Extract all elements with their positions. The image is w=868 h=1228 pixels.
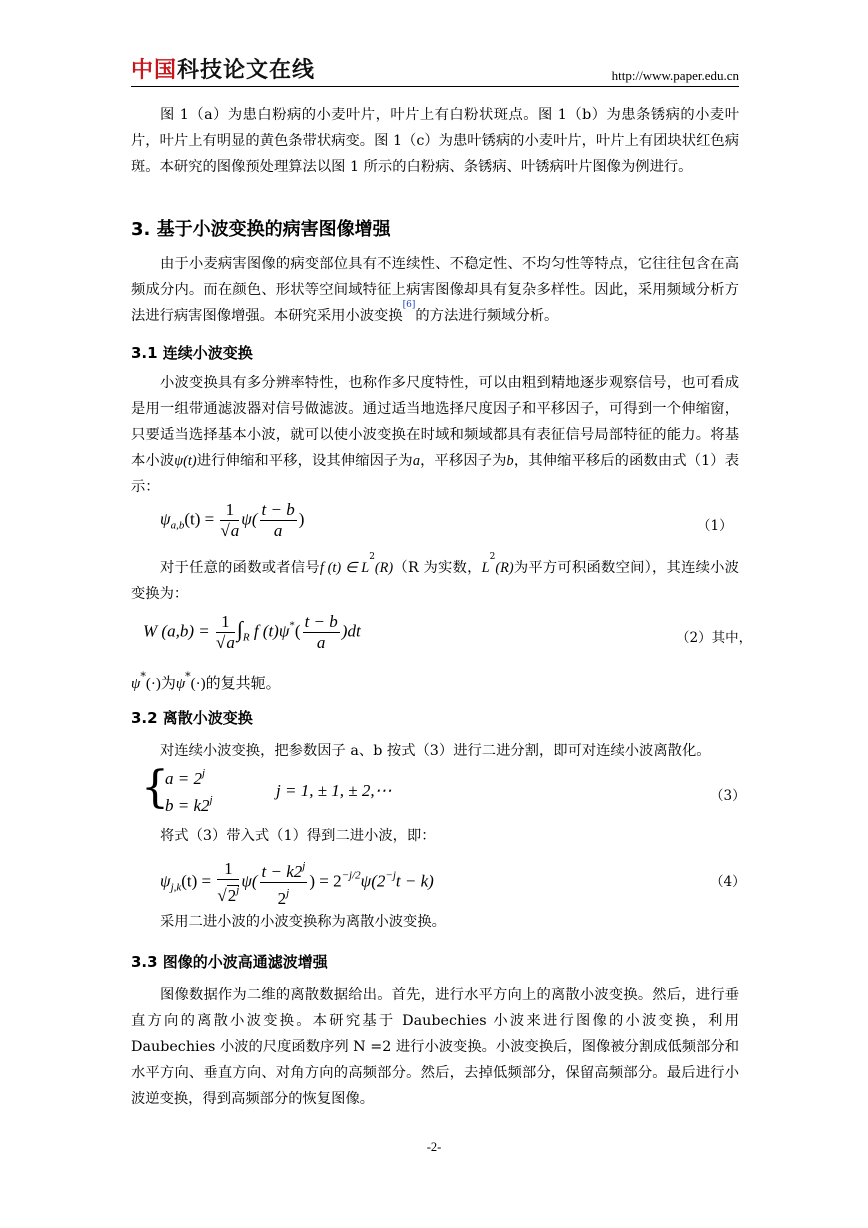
eq1-fraction-1 bbox=[220, 500, 239, 541]
logo-black-text: 科技论文在线 bbox=[177, 58, 316, 83]
s31-p2-c: 为平方可积函数空间），其连续小波变换为： bbox=[131, 560, 739, 602]
s31-p3-star1: * bbox=[140, 670, 146, 683]
eq4-psi: ψ bbox=[160, 871, 171, 891]
eq3-line-1 bbox=[165, 767, 205, 789]
s31-text-b: 进行伸缩和平移，设其伸缩因子为 bbox=[196, 453, 413, 469]
eq4-sub: j,k bbox=[170, 881, 182, 894]
s32-paragraph-2: 将式（3）带入式（1）得到二进小波，即： bbox=[160, 828, 436, 844]
section-3-paragraph bbox=[131, 251, 739, 329]
s33-paragraph: 图像数据作为二维的离散数据给出。首先，进行水平方向上的离散小波变换。然后，进行垂直方向的离散小波变换。本研究基于 Daubechies 小波来进行图像的小波变换，利用 Daubechies 小波的尺度函数序列 N =2 进行小波变换。小波变换后，图像被分割成低频部分和水平方向、垂直方向、对角方向的高频部分。然后，去掉低频部分，保留高频部分。最后进行小波逆变换，得到高频部分的恢复图像。 bbox=[131, 987, 739, 1107]
eq4-fraction-1 bbox=[217, 859, 239, 906]
eq4-mid: ) = 2 bbox=[309, 871, 342, 891]
eq2-integral: ∫ bbox=[236, 616, 243, 642]
s31-paragraph-3 bbox=[131, 664, 739, 697]
eq1-fraction-2 bbox=[260, 500, 297, 541]
intro-paragraph: 图 1（a）为患白粉病的小麦叶片，叶片上有白粉状斑点。图 1（b）为患条锈病的小麦叶片，叶片上有明显的黄色条带状病变。图 1（c）为患叶锈病的小麦叶片，叶片上有团块状红色病斑。本研究的图像预处理算法以图 1 所示的白粉病、条锈病、叶锈病叶片图像为例进行。 bbox=[131, 107, 739, 175]
eq1-fnum: t − b bbox=[261, 500, 295, 519]
page-header bbox=[131, 58, 739, 86]
eq2-den-wrap: √a bbox=[215, 633, 235, 652]
eq1-psi2: ψ( bbox=[241, 509, 258, 529]
eq3-line-2 bbox=[165, 794, 213, 816]
eq4-num: 1 bbox=[217, 859, 239, 880]
section-3-1-title: 3.1 连续小波变换 bbox=[131, 344, 253, 362]
s31-p2-f: f (t) ∈ L bbox=[319, 560, 370, 576]
equation-1 bbox=[160, 500, 304, 541]
s31-p3-mid: 为 bbox=[160, 674, 176, 692]
eq3-cond: j = 1, ± 1, ± 2,⋯ bbox=[276, 781, 392, 800]
header-url: http://www.paper.edu.cn bbox=[611, 68, 739, 83]
s31-p2-L: L bbox=[481, 560, 490, 576]
eq3-condition bbox=[276, 781, 392, 801]
equation-2-number: （2）其中， bbox=[676, 630, 753, 646]
journal-logo bbox=[131, 58, 315, 84]
var-b: b bbox=[506, 453, 514, 469]
eq3-l1: a = 2 bbox=[165, 769, 202, 788]
eq4-den-wrap: √2$^j$ bbox=[217, 884, 240, 905]
equation-3-number: （3） bbox=[710, 788, 746, 804]
eq4-end: t − k) bbox=[395, 871, 434, 891]
eq4-fdensup: j bbox=[286, 887, 290, 899]
s31-p3-psi2: ψ bbox=[175, 676, 186, 692]
section-3-title: 3. 基于小波变换的病害图像增强 bbox=[131, 219, 391, 240]
equation-4 bbox=[160, 856, 434, 909]
eq4-densup: j bbox=[236, 884, 240, 896]
eq1-num: 1 bbox=[220, 500, 239, 521]
eq2-fraction-1 bbox=[216, 612, 235, 653]
s31-p3-star2: * bbox=[185, 670, 191, 683]
section-3-1-paragraph bbox=[131, 370, 739, 500]
eq4-fnumsup: j bbox=[302, 860, 306, 872]
s32-paragraph-1: 对连续小波变换，把参数因子 a、b 按式（3）进行二进分割，即可对连续小波离散化。 bbox=[160, 743, 711, 759]
eq4-fnum: t − k2 bbox=[261, 862, 303, 881]
s31-p3-psi1: ψ bbox=[131, 676, 141, 692]
eq2-lhs: W (a,b) = bbox=[143, 621, 210, 641]
eq4-psi2: ψ( bbox=[241, 871, 258, 891]
eq4-tail: ψ(2 bbox=[360, 871, 386, 891]
eq3-l2: b = k2 bbox=[165, 796, 210, 815]
eq4-exp: −j/2 bbox=[341, 869, 361, 882]
eq2-num: 1 bbox=[216, 612, 235, 633]
eq1-sub: a,b bbox=[170, 519, 185, 532]
s31-text-c: ，平移因子为 bbox=[419, 453, 507, 469]
eq2-tail: )dt bbox=[341, 621, 361, 641]
section-3-3-title: 3.3 图像的小波高通滤波增强 bbox=[131, 953, 328, 971]
eq3-l1sup: j bbox=[201, 767, 206, 779]
header-rule bbox=[131, 86, 739, 87]
eq2-int-sub: R bbox=[242, 631, 250, 644]
eq1-close: ) bbox=[298, 509, 305, 529]
eq2-body: f (t)ψ bbox=[253, 621, 290, 641]
s31-p3-dot1: (·) bbox=[145, 676, 161, 692]
s31-text-d: ，其伸缩平移后的函数由式（1）表示： bbox=[131, 453, 740, 495]
var-a: a bbox=[412, 453, 420, 469]
s31-p2-sup2: 2 bbox=[489, 552, 496, 562]
psi-t: ψ(t) bbox=[174, 453, 197, 469]
eq1-t: (t) = bbox=[184, 509, 215, 529]
section-3-text-b: 的方法进行频域分析。 bbox=[415, 308, 559, 324]
eq4-t: (t) = bbox=[181, 871, 212, 891]
logo-red-text: 中国 bbox=[131, 58, 178, 83]
s31-p2-L2: (R) bbox=[495, 560, 514, 576]
eq2-open: ( bbox=[294, 621, 301, 641]
eq2-fden: a bbox=[316, 633, 326, 652]
section-3-2-title: 3.2 离散小波变换 bbox=[131, 709, 253, 727]
eq4-fden: 2 bbox=[277, 889, 287, 908]
s31-p3-dot2: (·) bbox=[190, 676, 206, 692]
eq4-fraction-2 bbox=[260, 856, 308, 909]
section-3-text-a: 由于小麦病害图像的病变部位具有不连续性、不稳定性、不均匀性等特点，它往往包含在高频成分内。而在颜色、形状等空间域特征上病害图像却具有复杂多样性。因此，采用频域分析方法进行病害图像增强。本研究采用小波变换 bbox=[131, 256, 739, 324]
eq2-den: a bbox=[226, 633, 235, 652]
eq3-l2sup: j bbox=[209, 794, 213, 806]
s31-paragraph-2 bbox=[131, 552, 739, 607]
s31-p2-R: (R) bbox=[374, 560, 394, 576]
equation-1-number: （1） bbox=[697, 518, 733, 534]
equation-2 bbox=[143, 612, 361, 653]
eq1-psi: ψ bbox=[160, 509, 171, 529]
eq2-star: * bbox=[289, 619, 295, 632]
s31-p2-b: （R 为实数， bbox=[393, 560, 482, 576]
eq1-fden: a bbox=[273, 521, 283, 540]
eq4-tailsup: −j bbox=[385, 869, 396, 882]
s31-p2-a: 对于任意的函数或者信号 bbox=[160, 560, 320, 576]
eq3-brace: { bbox=[141, 762, 169, 813]
s31-text-a: 小波变换具有多分辨率特性，也称作多尺度特性，可以由粗到精地逐步观察信号，也可看成是用一组带通滤波器对信号做滤波。通过适当地选择尺度因子和平移因子，可得到一个伸缩窗，只要适当选择基本小波，就可以使小波变换在时域和频域都具有表征信号局部特征的能力。将基本小波 bbox=[131, 375, 739, 469]
s32-paragraph-3: 采用二进小波的小波变换称为离散小波变换。 bbox=[160, 914, 446, 930]
eq2-fraction-2 bbox=[303, 612, 340, 653]
eq1-den: a bbox=[230, 521, 240, 540]
citation-6: [6] bbox=[402, 300, 416, 310]
s31-p2-sup: 2 bbox=[369, 552, 375, 562]
eq4-den: 2 bbox=[227, 886, 237, 905]
s31-p3-end: 的复共轭。 bbox=[205, 674, 281, 692]
equation-4-number: （4） bbox=[710, 874, 746, 890]
page-number: -2- bbox=[426, 1140, 442, 1154]
eq1-den-wrap: √a bbox=[220, 521, 240, 540]
eq2-fnum: t − b bbox=[304, 612, 338, 631]
